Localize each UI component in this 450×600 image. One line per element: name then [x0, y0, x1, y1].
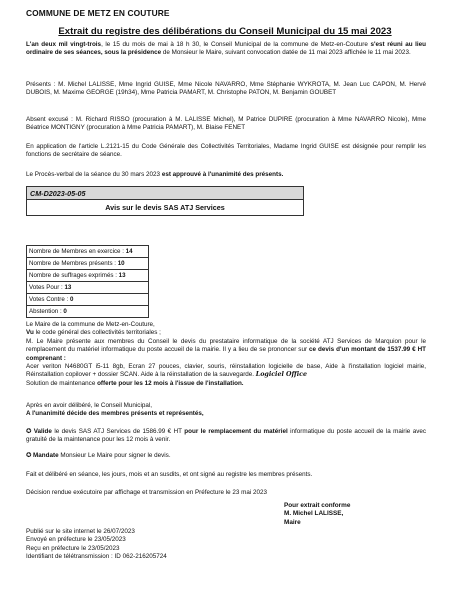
valide-text-4: informatique du poste accueil de la mairie avec gratuité de la maintenance pour les 12 mois à venir.	[26, 428, 427, 444]
valide-bold: Valide	[33, 428, 52, 435]
valide-text-2: le devis SAS ATJ Services de 1586.99 € HT	[51, 428, 185, 435]
publication-line: Publié sur le site internet le 26/07/2023	[26, 528, 135, 535]
valide-bold-3: pour le remplacement du matériel	[184, 428, 288, 435]
pv-bold: est approuvé à l'unanimité des présents.	[161, 171, 284, 178]
intro-paragraph	[26, 41, 426, 58]
vote-row	[27, 246, 149, 258]
vote-value: 10	[117, 260, 125, 267]
vu-line	[26, 329, 426, 337]
pv-text: Le Procès-verbal de la séance du 30 mars 2023	[26, 171, 162, 178]
vote-value: 14	[125, 248, 133, 255]
vote-label: Abstention :	[29, 308, 64, 315]
signature-line-2: M. Michel LALISSE,	[284, 510, 344, 518]
detail-script: Logiciel Office	[255, 371, 307, 379]
intro-text-3: de Monsieur le Maire, suivant convocation datée de 11 mai 2023 affichée le 11 mai 2023.	[161, 49, 411, 57]
vote-value: 0	[63, 308, 67, 315]
expose-paragraph	[26, 338, 426, 363]
detail-paragraph	[26, 363, 426, 380]
vote-label: Votes Pour :	[29, 284, 65, 291]
publication-block	[26, 528, 167, 562]
mandate-marker: ✪	[26, 452, 32, 459]
vote-value: 13	[64, 284, 72, 291]
detail-text: Acer veriton N4680GT i5-11 8gb, Ecran 27 pouces, clavier, souris, réinstallation logicielle de base, Aide à l'installation logiciel mairie, Réinstallation copilover + dossier SCAN. Aide à la réinstallation de la sauvegarde.	[26, 363, 426, 379]
pv-paragraph	[26, 171, 426, 179]
mandate-text: Monsieur Le Maire pour signer le devis.	[58, 452, 171, 459]
publication-line: Envoyé en préfecture le 23/05/2023	[26, 536, 126, 544]
publication-line: Reçu en préfecture le 23/05/2023	[26, 544, 120, 552]
valide-paragraph	[26, 428, 426, 445]
vote-row	[27, 306, 149, 318]
deliberation-subject: Avis sur le devis SAS ATJ Services	[105, 203, 225, 212]
secretaire-paragraph: En application de l'article L.2121-15 du Code Générale des Collectivités Territoriales, Madame Ingrid GUISE est désignée pour remplir les fonctions de secrétaire de séance.	[26, 143, 426, 159]
vu-text: le code général des collectivités territoriales ;	[33, 329, 161, 337]
avis-bold: A l'unanimité décide des membres présents et représentés,	[26, 410, 204, 418]
avis-section	[26, 402, 426, 419]
vote-label: Nombre de suffrages exprimés :	[29, 272, 119, 279]
vu-bold: Vu	[26, 329, 34, 337]
intro-bold-2: s'est réuni au lieu ordinaire de ses séances, sous la présidence	[26, 41, 426, 57]
expose-bold: ce devis d'un montant de 1537.99 € HT comprenant :	[26, 346, 426, 362]
vote-value: 13	[118, 272, 126, 279]
avis-text: Après en avoir délibéré, le Conseil Municipal,	[26, 402, 153, 409]
expose-text: M. Le Maire présente aux membres du Conseil le devis du prestataire informatique de la société ATJ Services de Marquion pour le remplacement du matériel informatique du poste accueil de la mairie. Il y a lieu de se prononcer sur	[26, 337, 426, 354]
vote-row	[27, 282, 149, 294]
maintenance-line	[26, 380, 426, 388]
deliberation-box	[26, 186, 304, 216]
mandate-paragraph	[26, 452, 426, 460]
document-title: Extrait du registre des délibérations du Conseil Municipal du 15 mai 2023	[58, 26, 392, 37]
vote-value: 0	[69, 296, 74, 303]
mandate-bold: Mandate	[33, 452, 59, 459]
commune-name: COMMUNE DE METZ EN COUTURE	[26, 8, 170, 18]
signature-line-1: Pour extrait conforme	[284, 502, 351, 509]
maintenance-text: Solution de maintenance	[26, 379, 98, 387]
vote-row	[27, 270, 149, 282]
intro-text-1: , le 15 du mois de mai à 18 h 30, le Conseil Municipal de la commune de Metz-en-Couture	[101, 41, 371, 48]
fait-paragraph: Fait et délibéré en séance, les jours, mois et an susdits, et ont signé au registre les membres présents.	[26, 471, 313, 478]
vote-row	[27, 258, 149, 270]
intro-lead: L'an deux mil vingt-trois	[26, 41, 102, 48]
executoire-paragraph: Décision rendue exécutoire par affichage et transmission en Préfecture le 23 mai 2023	[26, 489, 268, 496]
votes-table	[26, 245, 149, 318]
vote-label: Nombre de Membres présents :	[29, 260, 118, 267]
vote-label: Nombre de Membres en exercice :	[29, 248, 126, 255]
vote-row	[27, 294, 149, 306]
maintenance-bold: offerte pour les 12 mois à l'issue de l'installation.	[97, 379, 244, 387]
vote-label: Votes Contre :	[29, 296, 70, 303]
body-section	[26, 321, 426, 388]
deliberation-ref: CM-D2023-05-05	[27, 187, 303, 200]
valide-marker: ✪	[26, 428, 32, 435]
signature-line-3: Maire	[284, 518, 301, 526]
signature-block	[284, 502, 350, 527]
presents-paragraph: Présents : M. Michel LALISSE, Mme Ingrid GUISE, Mme Nicole NAVARRO, Mme Stéphanie WYKROTA, M. Jean Luc CAPON, M. Hervé DUBOIS, M. Maxime GEORGE (19h34), Mme Patricia PAMART, M. Christophe PATON, M. Benjamin GOUBET	[26, 81, 426, 97]
absents-paragraph: Absent excusé : M. Richard RISSO (procuration à M. LALISSE Michel), M Patrice DUPIRE (procuration à Mme NAVARRO Nicole), Mme Béatrice MONTIGNY (procuration à Mme Patricia PAMART), M. Blaise FENET	[26, 116, 426, 132]
maire-line: Le Maire de la commune de Metz-en-Couture,	[26, 321, 155, 328]
publication-line: Identifiant de télétransmission : ID 062-216205724	[26, 553, 167, 561]
